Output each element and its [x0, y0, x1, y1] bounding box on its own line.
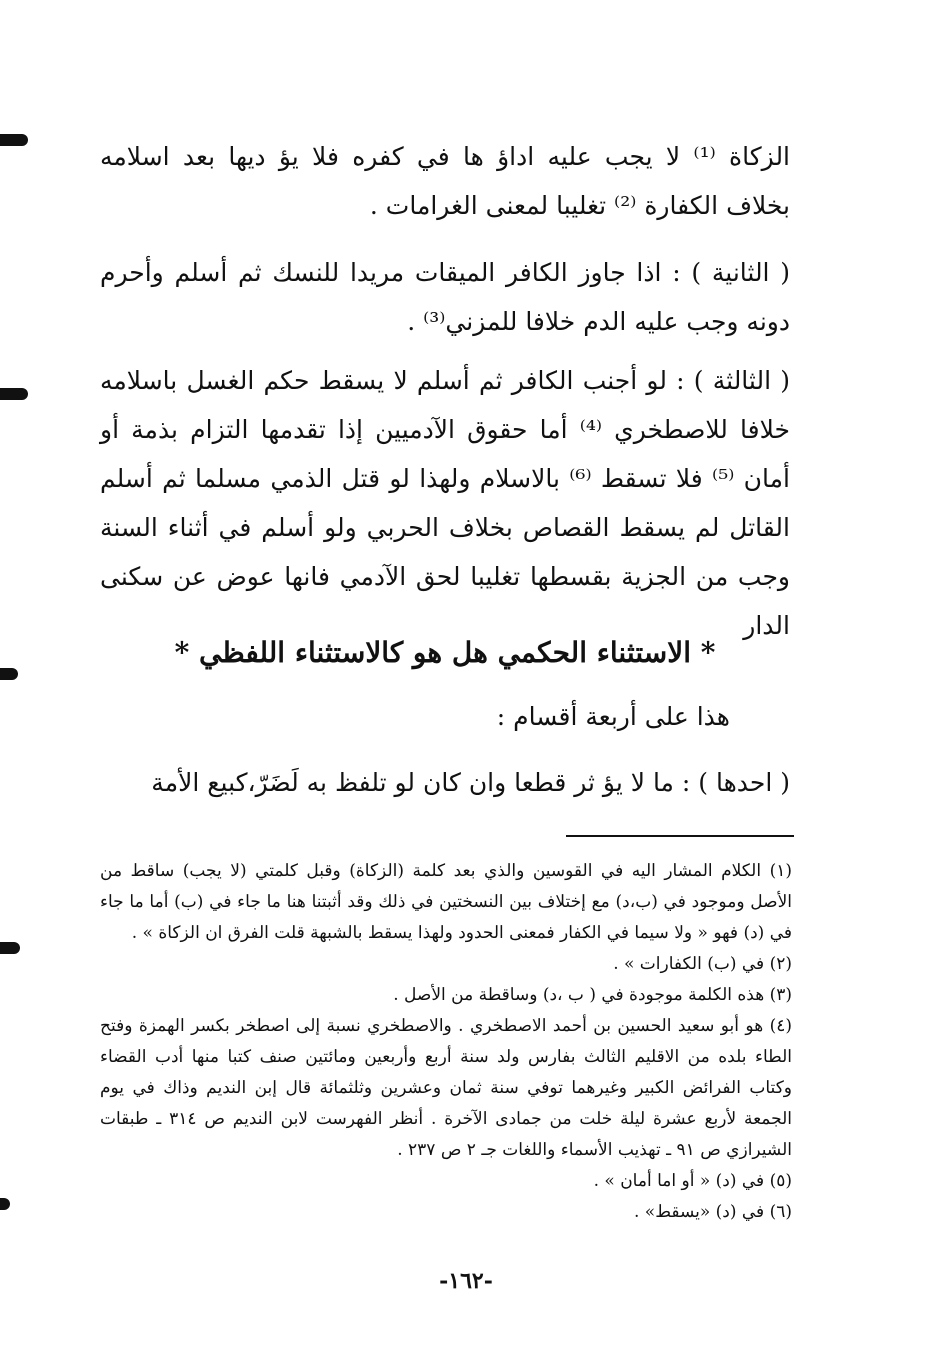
- section-heading: * الاستثناء الحكمي هل هو كالاستثناء اللفظي *: [174, 636, 716, 669]
- paragraph-zakat: [100, 132, 790, 230]
- paragraph-text: ( الثانية ) : اذا جاوز الكافر الميقات مريدا للنسك ثم أسلم وأحرم دونه وجب عليه الدم خلافا للمزني⁽³⁾ .: [100, 258, 790, 336]
- footnotes: [100, 856, 792, 1228]
- scan-edge-mark: [0, 388, 28, 400]
- footnote: (٤) هو أبو سعيد الحسين بن أحمد الاصطخري . والاصطخري نسبة إلى اصطخر بكسر الهمزة وفتح الطاء بلده من الاقليم الثالث بفارس ولد سنة أربع وأربعين ومائتين صنف كتبا منها أدب القضاء وكتاب الفرائض الكبير وغيرهما توفي سنة ثمان وعشرين وثلثمائة قال إبن النديم وذاك في يوم الجمعة لأربع عشرة ليلة خلت من جمادى الآخرة . أنظر الفهرست لابن النديم ص ٣١٤ ـ طبقات الشيرازي ص ٩١ ـ تهذيب الأسماء واللغات جـ ٢ ص ٢٣٧ .: [100, 1016, 793, 1160]
- footnote: (٢) في (ب) الكفارات » .: [613, 954, 792, 974]
- footnote: (١) الكلام المشار اليه في القوسين والذي بعد كلمة (الزكاة) وقبل كلمتي (لا يجب) ساقط من الأصل وموجود في (ب،د) مع إختلاف بين النسختين في ذلك وقد أثبتنا هنا ما جاء في (ب) أما ما جاء في (د) فهو « ولا سيما في الكفار فمعنى الحدود ولهذا يسقط بالشبهة قلت الفرق ان الزكاة » .: [100, 861, 792, 943]
- scan-edge-mark: [0, 668, 18, 680]
- scan-edge-mark: [0, 134, 28, 146]
- first-division: ( احدها ) : ما لا يؤ ثر قطعا وان كان لو تلفظ به لَضَرّ،كبيع الأمة: [151, 768, 790, 797]
- section-intro: هذا على أربعة أقسام :: [496, 702, 730, 731]
- footnote-separator: [566, 835, 794, 837]
- footnote: (٣) هذه الكلمة موجودة في ( ب ،د) وساقطة من الأصل .: [393, 985, 792, 1005]
- paragraph-text: الزكاة ⁽¹⁾ لا يجب عليه اداؤ ها في كفره فلا يؤ ديها بعد اسلامه بخلاف الكفارة ⁽²⁾ تغليبا لمعنى الغرامات .: [100, 142, 791, 220]
- paragraph-second: [100, 248, 790, 346]
- paragraph-third: [100, 356, 790, 650]
- paragraph-text: ( الثالثة ) : لو أجنب الكافر ثم أسلم لا يسقط حكم الغسل باسلامه خلافا للاصطخري ⁽⁴⁾ أما حقوق الآدميين إذا تقدمها التزام بذمة أو أمان ⁽⁵⁾ فلا تسقط ⁽⁶⁾ بالاسلام ولهذا لو قتل الذمي مسلما ثم أسلم القاتل لم يسقط القصاص بخلاف الحربي ولو أسلم في أثناء السنة وجب من الجزية بقسطها تغليبا لحق الآدمي فانها عوض عن سكنى الدار: [100, 366, 790, 640]
- scan-edge-mark: [0, 1198, 10, 1210]
- footnote: (٥) في (د) « أو اما أمان » .: [593, 1171, 792, 1191]
- page-number: -١٦٢-: [439, 1268, 493, 1294]
- footnote: (٦) في (د) «يسقط» .: [634, 1202, 792, 1222]
- scan-edge-mark: [0, 942, 20, 954]
